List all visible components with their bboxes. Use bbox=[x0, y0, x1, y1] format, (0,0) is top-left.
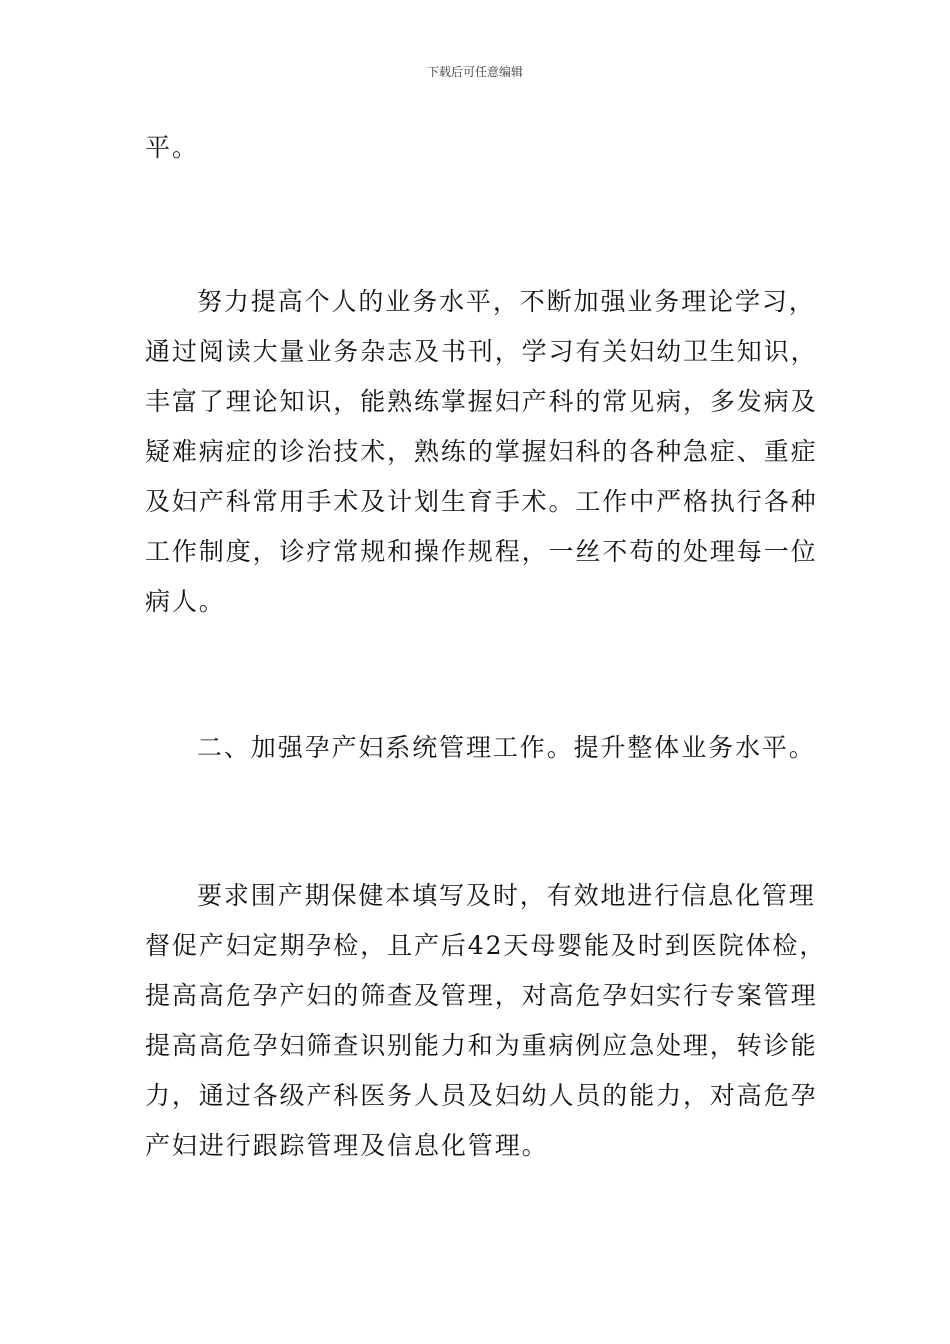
page-header-note: 下载后可任意编辑 bbox=[426, 65, 523, 79]
paragraph-2-line-5: 力，通过各级产科医务人员及妇幼人员的能力，对高危孕 bbox=[145, 1081, 818, 1110]
paragraph-2-line-2: 督促产妇定期孕检，且产后42天母婴能及时到医院体检， bbox=[145, 931, 827, 960]
paragraph-1-line-6: 工作制度，诊疗常规和操作规程，一丝不苟的处理每一位 bbox=[145, 537, 818, 566]
paragraph-2-line-6: 产妇进行跟踪管理及信息化管理。 bbox=[145, 1131, 549, 1160]
paragraph-1-line-2: 通过阅读大量业务杂志及书刊，学习有关妇幼卫生知识， bbox=[145, 337, 818, 366]
paragraph-2-line-3: 提高高危孕产妇的筛查及管理，对高危孕妇实行专案管理 bbox=[145, 981, 818, 1010]
paragraph-1-line-5: 及妇产科常用手术及计划生育手术。工作中严格执行各种 bbox=[145, 487, 818, 516]
paragraph-2-line-1: 要求围产期保健本填写及时，有效地进行信息化管理 bbox=[197, 881, 816, 910]
paragraph-1-line-7: 病人。 bbox=[145, 587, 226, 616]
paragraph-1-line-3: 丰富了理论知识，能熟练掌握妇产科的常见病，多发病及 bbox=[145, 387, 818, 416]
section-heading-2: 二、加强孕产妇系统管理工作。提升整体业务水平。 bbox=[197, 733, 816, 762]
text-line-continuation: 平。 bbox=[145, 133, 199, 162]
paragraph-2-line-4: 提高高危孕妇筛查识别能力和为重病例应急处理，转诊能 bbox=[145, 1031, 818, 1060]
paragraph-1-line-1: 努力提高个人的业务水平，不断加强业务理论学习， bbox=[197, 287, 816, 316]
paragraph-1-line-4: 疑难病症的诊治技术，熟练的掌握妇科的各种急症、重症 bbox=[145, 437, 818, 466]
